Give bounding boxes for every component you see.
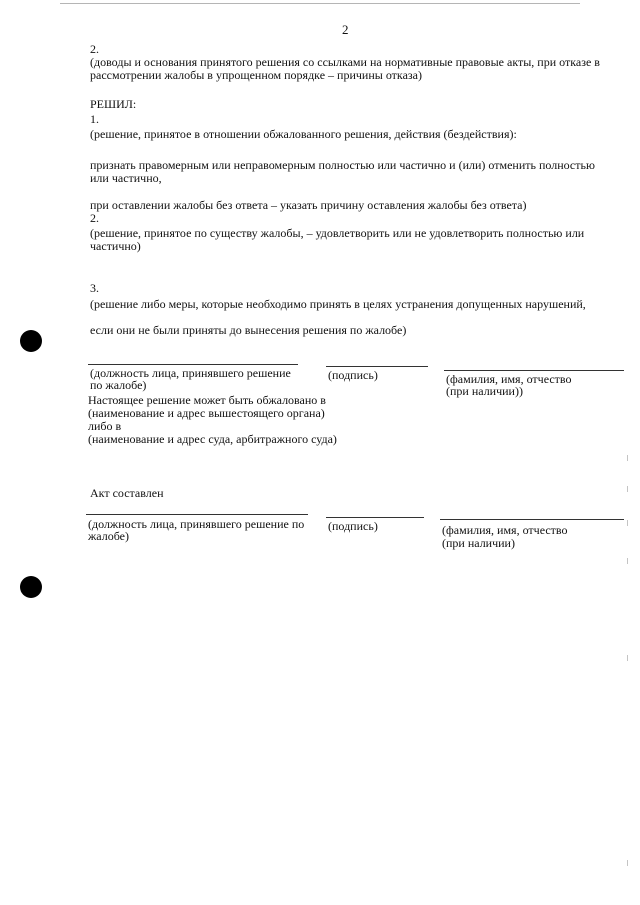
act-name-caption-line-1: (фамилия, имя, отчество xyxy=(442,523,568,537)
decision-item-1-number: 1. xyxy=(90,112,99,126)
name-signature-line xyxy=(444,370,624,371)
act-signature-line xyxy=(326,517,424,518)
act-position-caption-line-2: жалобе) xyxy=(88,529,129,543)
appeal-line-3: либо в xyxy=(88,419,122,433)
section-number: 2. xyxy=(90,42,99,56)
signature-caption: (подпись) xyxy=(328,368,378,382)
decision-item-1-option-b: при оставлении жалобы без ответа – указать причину оставления жалобы без ответа) xyxy=(90,198,527,212)
signature-line xyxy=(326,366,428,367)
position-signature-line xyxy=(88,364,298,365)
decision-item-2-note: (решение, принятое по существу жалобы, – удовлетворить или не удовлетворить полностью или частично) xyxy=(90,226,585,253)
decision-item-3-number: 3. xyxy=(90,281,99,295)
decision-item-1-note: (решение, принятое в отношении обжалованного решения, действия (бездействия): xyxy=(90,127,517,141)
decision-item-2-number: 2. xyxy=(90,211,99,225)
appeal-line-4: (наименование и адрес суда, арбитражного суда) xyxy=(88,432,337,446)
scan-top-edge xyxy=(60,3,580,4)
position-caption-line-2: по жалобе) xyxy=(90,378,147,392)
decision-item-1-option-a: признать правомерным или неправомерным полностью или частично и (или) отменить полностью или частично, xyxy=(90,158,595,185)
name-caption-line-2: (при наличии)) xyxy=(446,384,523,398)
scan-edge-mark xyxy=(627,655,628,661)
act-name-caption-line-2: (при наличии) xyxy=(442,536,515,550)
scan-edge-mark xyxy=(627,486,628,492)
act-label: Акт составлен xyxy=(90,486,164,500)
appeal-line-2: (наименование и адрес вышестоящего органа) xyxy=(88,406,325,420)
page-number: 2 xyxy=(342,22,349,37)
section-note: (доводы и основания принятого решения со ссылками на нормативные правовые акты, при отказе в рассмотрении жалобы в упрощенном порядке – причины отказа) xyxy=(90,55,600,82)
scan-edge-mark xyxy=(627,860,628,866)
decision-item-3-note-line-2: если они не были приняты до вынесения решения по жалобе) xyxy=(90,323,407,337)
decision-heading: РЕШИЛ: xyxy=(90,97,137,111)
scan-edge-mark xyxy=(627,520,628,526)
act-position-signature-line xyxy=(86,514,308,515)
scan-edge-mark xyxy=(627,455,628,461)
position-caption-line-1: (должность лица, принявшего решение xyxy=(90,366,291,380)
appeal-line-1: Настоящее решение может быть обжаловано в xyxy=(88,393,326,407)
name-caption-line-1: (фамилия, имя, отчество xyxy=(446,372,572,386)
scan-edge-mark xyxy=(627,558,628,564)
punch-hole-bottom xyxy=(20,576,42,598)
punch-hole-top xyxy=(20,330,42,352)
act-name-signature-line xyxy=(440,519,624,520)
decision-item-3-note-line-1: (решение либо меры, которые необходимо принять в целях устранения допущенных нарушений, xyxy=(90,297,586,311)
act-position-caption-line-1: (должность лица, принявшего решение по xyxy=(88,517,305,531)
act-signature-caption: (подпись) xyxy=(328,519,378,533)
